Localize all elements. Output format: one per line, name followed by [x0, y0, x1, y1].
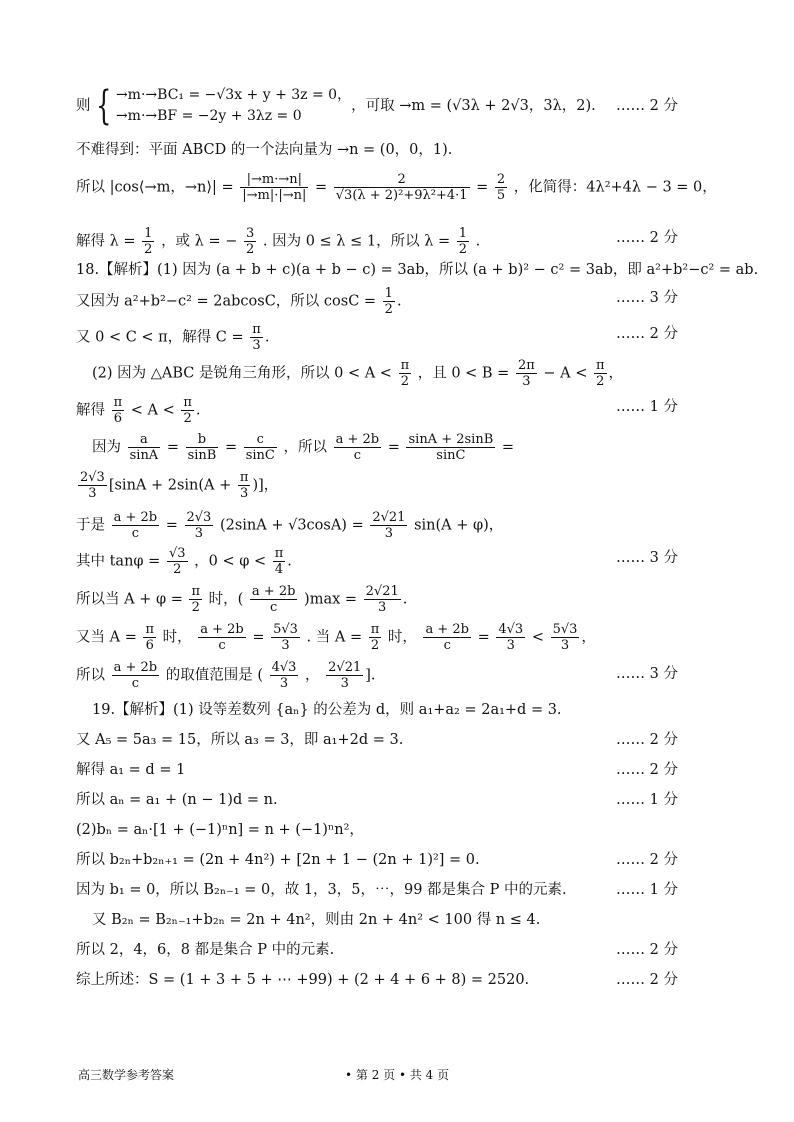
score: …… 2 分 — [616, 326, 678, 342]
text: 时， — [162, 629, 192, 646]
text: = — [501, 439, 515, 456]
numerator: π — [596, 358, 605, 373]
numerator: 5√3 — [552, 622, 578, 637]
denominator: 3 — [370, 525, 407, 541]
text: ，且 0 < B = — [417, 365, 510, 382]
denominator: c — [423, 637, 471, 653]
numerator: π — [183, 395, 192, 410]
numerator: 4√3 — [498, 622, 524, 637]
text: ， — [581, 629, 596, 646]
fraction — [186, 432, 219, 463]
numerator: π — [274, 546, 284, 561]
denominator: 2 — [246, 242, 255, 257]
numerator: 2√3 — [80, 470, 105, 485]
numerator: a — [140, 432, 148, 447]
c-value-line — [76, 322, 269, 353]
numerator: a + 2b — [200, 622, 244, 637]
q19-line4: 所以 aₙ = a₁ + (n − 1)d = n. — [76, 792, 278, 808]
score: …… 1 分 — [616, 399, 678, 415]
denominator: sinC — [406, 447, 495, 463]
denominator: 2 — [458, 242, 468, 257]
text: 又因为 a²+b²−c² = 2abcosC，所以 cosC = — [76, 293, 377, 310]
simplify-line — [76, 510, 503, 541]
fraction — [112, 395, 125, 426]
fraction — [516, 358, 537, 389]
fraction — [238, 470, 251, 501]
score: …… 2 分 — [616, 762, 678, 778]
q19-conclusion: 综上所述：S = (1 + 3 + 5 + ⋯ +99) + (2 + 4 + 6 + 8) = 2520. — [76, 972, 530, 988]
lambda-line — [76, 226, 480, 257]
numerator: 2 — [496, 172, 506, 187]
text: < — [531, 629, 544, 646]
denominator: 2 — [167, 561, 188, 577]
text: 则 — [76, 98, 91, 114]
range-line — [76, 660, 376, 691]
numerator: 2 — [397, 172, 406, 187]
score: …… 2 分 — [616, 98, 678, 114]
text: 解得 λ = — [76, 233, 136, 250]
fraction — [143, 622, 156, 653]
text: 又当 A = — [76, 629, 137, 646]
text: ，所以 — [283, 439, 327, 456]
text: 于是 — [76, 517, 105, 534]
denominator: 2 — [594, 373, 607, 389]
text: )max = — [304, 591, 358, 608]
text: = — [224, 439, 238, 456]
fraction — [198, 622, 246, 653]
page-number: • 第 2 页 • 共 4 页 — [345, 1068, 450, 1082]
text: − A < — [543, 365, 588, 382]
q18-part1: 18.【解析】(1) 因为 (a + b + c)(a + b − c) = 3ab，所以 (a + b)² − c² = 3ab，即 a²+b²−c² = ab. — [76, 262, 759, 278]
denominator: |→m|·|→n| — [242, 188, 307, 203]
score: …… 3 分 — [616, 666, 678, 682]
text: . — [287, 553, 292, 570]
denominator: 5 — [496, 188, 506, 203]
text: (2sinA + √3cosA) = — [219, 517, 364, 534]
text: ，或 λ = − — [161, 233, 238, 250]
text: = — [165, 517, 178, 534]
fraction — [112, 660, 160, 691]
fraction — [78, 470, 107, 501]
text: = — [477, 629, 490, 646]
text: . — [264, 329, 270, 346]
text: 所以当 A + φ = — [76, 591, 183, 608]
fraction — [334, 432, 382, 463]
text: ，化简得：4λ²+4λ − 3 = 0， — [513, 179, 717, 196]
text: < A < — [130, 402, 175, 419]
fraction — [370, 510, 407, 541]
denominator: 3 — [326, 675, 363, 691]
numerator: c — [256, 432, 264, 447]
denominator: 2 — [144, 242, 153, 257]
fraction — [240, 172, 308, 203]
fraction — [496, 622, 525, 653]
q19-part2: (2)bₙ = aₙ·[1 + (−1)ⁿn] = n + (−1)ⁿn²， — [76, 822, 364, 838]
equation-2: →m·→BF = −2y + 3λz = 0 — [115, 108, 302, 124]
numerator: a + 2b — [113, 510, 158, 525]
text: 所以 |cos⟨→m，→n⟩| = — [76, 179, 234, 196]
text: ，可取 →m = (√3λ + 2√3，3λ，2). — [351, 98, 596, 114]
denominator: 3 — [364, 599, 401, 615]
denominator: 2 — [399, 373, 412, 389]
fraction — [250, 322, 263, 353]
denominator: 3 — [496, 637, 525, 653]
denominator: 3 — [238, 485, 251, 501]
endpoint-line — [76, 622, 596, 653]
numerator: a + 2b — [251, 584, 296, 599]
numerator: 1 — [384, 286, 393, 301]
text: . — [195, 402, 201, 419]
text: 其中 tanφ = — [76, 553, 161, 570]
score: …… 2 分 — [616, 852, 678, 868]
denominator: 6 — [112, 410, 125, 426]
numerator: 4√3 — [271, 660, 297, 675]
score: …… 1 分 — [616, 882, 678, 898]
max-line — [76, 584, 407, 615]
text: = — [166, 439, 179, 456]
fraction — [189, 584, 202, 615]
text: ，0 < φ < — [194, 553, 267, 570]
text: 的取值范围是 ( — [165, 667, 263, 684]
text: . 因为 0 ≤ λ ≤ 1，所以 λ = — [262, 233, 451, 250]
numerator: √3 — [168, 546, 186, 561]
numerator: 2√3 — [186, 510, 212, 525]
denominator: 3 — [78, 485, 107, 501]
denominator: sinC — [245, 448, 275, 463]
denominator: 4 — [273, 561, 286, 577]
numerator: 2√21 — [328, 660, 362, 675]
fraction — [364, 584, 401, 615]
q19-line6: 所以 b₂ₙ+b₂ₙ₊₁ = (2n + 4n²) + [2n + 1 − (2n + 1)²] = 0. — [76, 852, 480, 868]
a-range-line — [76, 395, 201, 426]
numerator: π — [239, 470, 249, 485]
footer-title: 高三数学参考答案 — [78, 1068, 175, 1082]
fraction — [181, 395, 194, 426]
numerator: a + 2b — [113, 660, 158, 675]
denominator: c — [198, 637, 246, 653]
numerator: 2π — [517, 358, 535, 373]
numerator: π — [145, 622, 154, 637]
numerator: 1 — [458, 226, 468, 241]
fraction — [326, 660, 363, 691]
text: ]. — [365, 667, 376, 684]
text: 因为 — [92, 439, 121, 456]
q19-part1: 19.【解析】(1) 设等差数列 {aₙ} 的公差为 d，则 a₁+a₂ = 2a₁+d = 3. — [92, 702, 562, 718]
fraction — [271, 622, 300, 653]
text: 所以 — [76, 667, 105, 684]
tan-line — [76, 546, 292, 577]
score: …… 3 分 — [616, 290, 678, 306]
denominator: 2 — [369, 637, 382, 653]
score: …… 1 分 — [616, 792, 678, 808]
fraction — [423, 622, 471, 653]
numerator: 2√21 — [365, 584, 399, 599]
numerator: a + 2b — [425, 622, 469, 637]
equation-1: →m·→BC₁ = −√3x + y + 3z = 0， — [115, 87, 352, 103]
numerator: π — [191, 584, 201, 599]
text: = — [252, 629, 265, 646]
text: sin(A + φ)， — [414, 517, 504, 534]
q19-line2: 又 A₅ = 5a₃ = 15，所以 a₃ = 3，即 a₁+2d = 3. — [76, 732, 404, 748]
score: …… 2 分 — [616, 972, 678, 988]
text: = — [387, 439, 400, 456]
text: ， — [608, 365, 624, 382]
fraction — [383, 286, 395, 317]
denominator: 6 — [143, 637, 156, 653]
denominator: 2 — [384, 302, 393, 317]
text: 又 0 < C < π，解得 C = — [76, 329, 244, 346]
fraction — [250, 584, 298, 615]
score: …… 2 分 — [616, 230, 678, 246]
denominator: c — [112, 675, 160, 691]
q19-line8: 又 B₂ₙ = B₂ₙ₋₁+b₂ₙ = 2n + 4n²，则由 2n + 4n² < 100 得 n ≤ 4. — [92, 912, 541, 928]
numerator: |→m·→n| — [246, 172, 303, 187]
text: ， — [305, 667, 320, 684]
text: )]， — [252, 477, 279, 494]
text: . — [396, 293, 402, 310]
denominator: sinA — [129, 448, 159, 463]
q19-line9: 所以 2，4，6，8 都是集合 P 中的元素. — [76, 942, 335, 958]
text: . — [402, 591, 408, 608]
denominator: √3(λ + 2)²+9λ²+4·1 — [335, 188, 468, 203]
denominator: c — [250, 599, 298, 615]
expand-line — [76, 470, 278, 501]
fraction — [244, 226, 256, 257]
fraction — [551, 622, 580, 653]
fraction — [334, 172, 470, 203]
fraction — [128, 432, 161, 463]
denominator: 3 — [551, 637, 580, 653]
denominator: 3 — [185, 525, 214, 541]
fraction — [273, 546, 286, 577]
text: . — [475, 233, 481, 250]
normal-vector-line: 不难得到：平面 ABCD 的一个法向量为 →n = (0，0，1). — [76, 142, 453, 158]
fraction — [185, 510, 214, 541]
sine-rule-line — [92, 432, 514, 463]
text: . 当 A = — [306, 629, 363, 646]
score: …… 2 分 — [616, 942, 678, 958]
text: 解得 — [76, 402, 105, 419]
numerator: a + 2b — [335, 432, 380, 447]
cosc-line — [76, 286, 402, 317]
denominator: 3 — [516, 373, 537, 389]
q19-line7: 因为 b₁ = 0，所以 B₂ₙ₋₁ = 0，故 1，3，5，⋯，99 都是集合 P 中的元素. — [76, 882, 567, 898]
numerator: 3 — [246, 226, 255, 241]
text: 时，( — [208, 591, 244, 608]
fraction — [594, 358, 607, 389]
denominator: 2 — [189, 599, 202, 615]
numerator: π — [400, 358, 410, 373]
denominator: sinB — [187, 448, 217, 463]
q18-part2 — [92, 358, 623, 389]
numerator: π — [252, 322, 261, 337]
denominator: 3 — [271, 637, 300, 653]
numerator: π — [370, 622, 380, 637]
equation-system — [116, 85, 351, 127]
numerator: 1 — [144, 226, 153, 241]
fraction — [369, 622, 382, 653]
brace-icon: { — [95, 83, 111, 129]
score: …… 2 分 — [616, 732, 678, 748]
numerator: π — [113, 395, 123, 410]
system-line — [76, 85, 596, 127]
text: 时， — [387, 629, 417, 646]
fraction — [399, 358, 412, 389]
fraction — [244, 432, 277, 463]
numerator: sinA + 2sinB — [408, 432, 494, 447]
denominator: c — [334, 447, 382, 463]
fraction — [270, 660, 299, 691]
fraction — [112, 510, 160, 541]
numerator: 5√3 — [273, 622, 298, 637]
denominator: 2 — [181, 410, 194, 426]
numerator: 2√21 — [372, 510, 406, 525]
q19-line3: 解得 a₁ = d = 1 — [76, 762, 186, 778]
score: …… 3 分 — [616, 550, 678, 566]
text: [sinA + 2sin(A + — [108, 477, 232, 494]
text: (2) 因为 △ABC 是锐角三角形，所以 0 < A < — [92, 365, 392, 382]
denominator: c — [112, 525, 160, 541]
fraction — [142, 226, 154, 257]
fraction — [457, 226, 469, 257]
denominator: 3 — [270, 675, 299, 691]
fraction — [167, 546, 188, 577]
denominator: 3 — [250, 337, 263, 353]
fraction — [406, 432, 495, 463]
fraction — [495, 172, 507, 203]
numerator: b — [197, 432, 207, 447]
cos-line: 所以 |cos⟨→m，→n⟩| = $\frac{|\to m\cdot\to n|}{|\to m|\cdot|\to n|}$ = $\frac{2}{\text{√3(λ + 2)²+9λ²+4·1}}$ = $\frac{2}{5}$ ，化简得：4λ²+4λ − 3 = 0， — [76, 172, 717, 203]
